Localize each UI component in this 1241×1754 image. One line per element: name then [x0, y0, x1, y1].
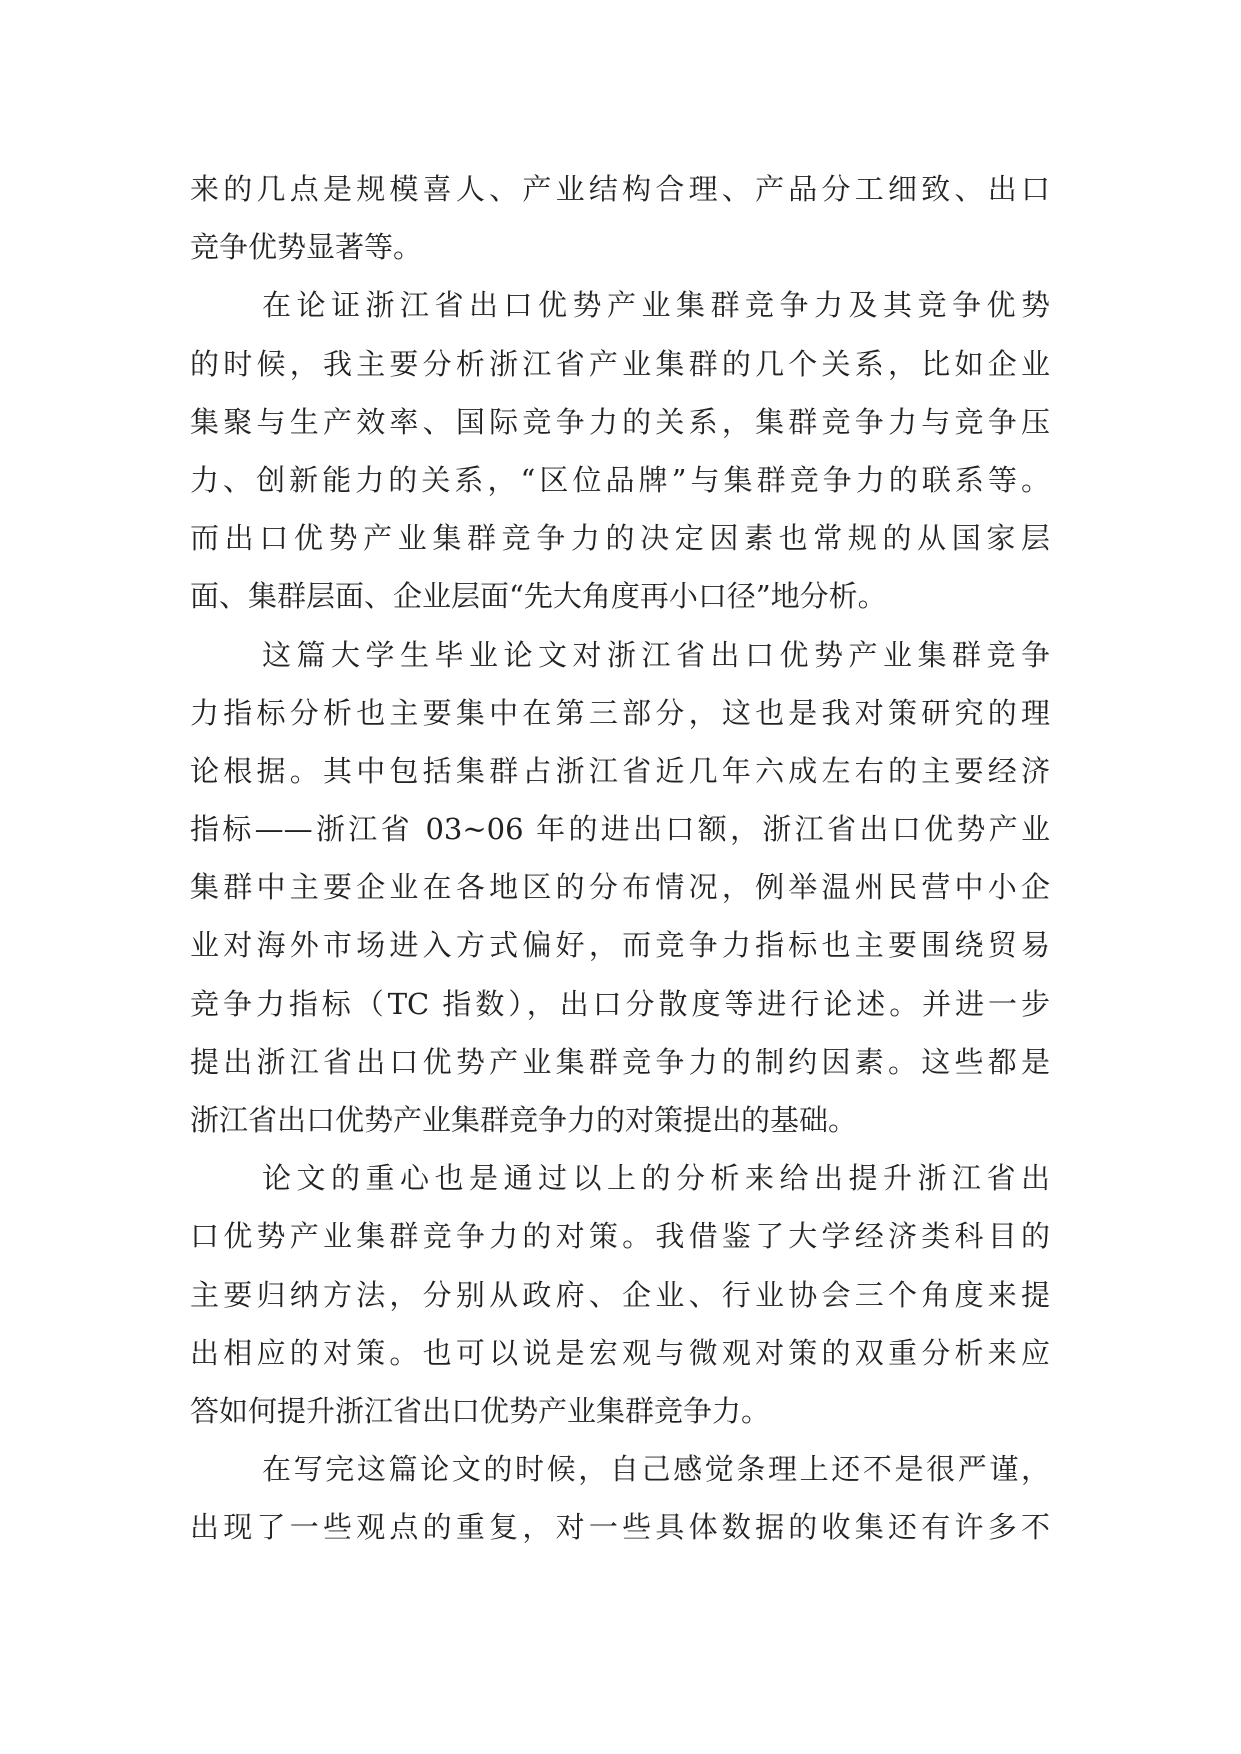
- text-line: 浙江省出口优势产业集群竞争力的对策提出的基础。: [190, 1103, 858, 1137]
- text-line: 出现了一些观点的重复，对一些具体数据的收集还有许多不: [190, 1510, 1050, 1545]
- text-line: 的时候，我主要分析浙江省产业集群的几个关系，比如企业: [190, 346, 1050, 381]
- text-line: 论文的重心也是通过以上的分析来给出提升浙江省出: [262, 1161, 1050, 1196]
- text-line: 面、集群层面、企业层面“先大角度再小口径”地分析。: [190, 579, 887, 614]
- text-line: 竞争力指标（TC 指数），出口分散度等进行论述。并进一步: [190, 986, 1050, 1021]
- paragraph: [190, 1149, 1050, 1440]
- text-line: 集群中主要企业在各地区的分布情况，例举温州民营中小企: [190, 870, 1050, 905]
- text-line: 出相应的对策。也可以说是宏观与微观对策的双重分析来应: [190, 1335, 1050, 1370]
- paragraph: [190, 160, 1050, 276]
- text-line: 论根据。其中包括集群占浙江省近几年六成左右的主要经济: [190, 753, 1050, 788]
- text-line: 指标——浙江省 03~06 年的进出口额，浙江省出口优势产业: [190, 812, 1050, 847]
- text-line: 集聚与生产效率、国际竞争力的关系，集群竞争力与竞争压: [190, 404, 1050, 439]
- document-body: [190, 160, 1050, 1557]
- text-line: 主要归纳方法，分别从政府、企业、行业协会三个角度来提: [190, 1277, 1050, 1312]
- paragraph: [190, 1440, 1050, 1556]
- text-line: 答如何提升浙江省出口优势产业集群竞争力。: [190, 1393, 771, 1428]
- text-line: 口优势产业集群竞争力的对策。我借鉴了大学经济类科目的: [190, 1219, 1050, 1254]
- text-line: 而出口优势产业集群竞争力的决定因素也常规的从国家层: [190, 521, 1050, 556]
- text-line: 竞争优势显著等。: [190, 230, 423, 265]
- text-line: 在写完这篇论文的时候，自己感觉条理上还不是很严谨，: [262, 1452, 1050, 1487]
- text-line: 在论证浙江省出口优势产业集群竞争力及其竞争优势: [262, 288, 1050, 323]
- text-line: 提出浙江省出口优势产业集群竞争力的制约因素。这些都是: [190, 1044, 1050, 1079]
- paragraph: [190, 276, 1050, 625]
- text-line: 力、创新能力的关系，“区位品牌”与集群竞争力的联系等。: [190, 462, 1050, 497]
- text-line: 这篇大学生毕业论文对浙江省出口优势产业集群竞争: [262, 637, 1050, 672]
- text-line: 力指标分析也主要集中在第三部分，这也是我对策研究的理: [190, 695, 1050, 730]
- paragraph: [190, 626, 1050, 1150]
- text-line: 业对海外市场进入方式偏好，而竞争力指标也主要围绕贸易: [190, 928, 1050, 963]
- text-line: 来的几点是规模喜人、产业结构合理、产品分工细致、出口: [190, 172, 1050, 206]
